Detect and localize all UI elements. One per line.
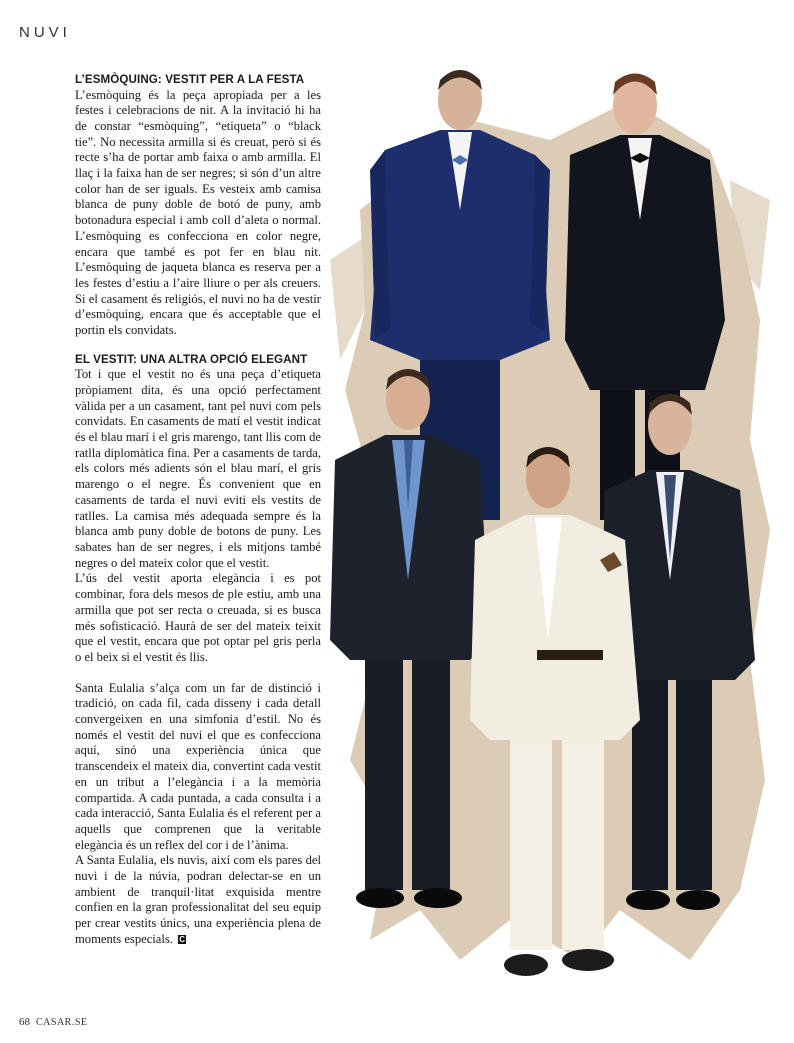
heading-tuxedo: L’ESMÒQUING: VESTIT PER A LA FESTA (75, 73, 305, 86)
section-label: NUVI (19, 24, 71, 41)
page-footer (19, 1016, 88, 1028)
paragraph-santa-eulalia-2 (75, 853, 321, 947)
grooms-suits-photo (330, 60, 770, 1000)
paragraph-text: A Santa Eulalia, els nuvis, així com els pares del nuvi i de la núvia, podran delectar-se en un ambient de tranquil·litat exquisida mentre confien en la gran professionalitat del seu equip per crear vestits únics, una experiència plena de moments especials. (75, 853, 321, 946)
heading-suit: EL VESTIT: UNA ALTRA OPCIÓ ELEGANT (75, 352, 308, 366)
paragraph-suit: Tot i que el vestit no és una peça d’etiqueta pròpiament dita, és una opció perfectament vàlida per a un casament, tant pel nuvi com pels convidats. En casaments de matí el vestit indicat és el blau marí i el gris marengo, tant llis com de ratlla diplomàtica fina. Per a casaments de tarda, els colors més adients són el blau marí, el gris marengo o el negre. És convenient que en casaments de tarda el nuvi eviti els vestits de ratlles. La camisa més adequada sempre és la blanca amb puny doble de botons de puny. Les sabates han de ser negres, i els mitjons també negres o del mateix color que el vestit. (75, 367, 321, 570)
paragraph-santa-eulalia: Santa Eulalia s’alça com un far de distinció i tradició, on cada fil, cada disseny i cada detall convergeixen en una simfonia d’estil. No és només el vestit del nuvi el que es confecciona aquí, sinó una experiència única que transcendeix el mateix dia, convertint cada vestit en un tribut a l’elegància i a la memòria compartida. A cada puntada, a cada consulta i a cada interacció, Santa Eulalia és el referent per a aquells que comprenen que la veritable elegància és un reflex del cor i de l’ànima. (75, 680, 321, 852)
page-number: 68 (19, 1016, 30, 1028)
paragraph-tuxedo: L’esmòquing és la peça apropiada per a les festes i celebracions de nit. A la invitació hi ha de constar “esmòquing”, “etiqueta” o “black tie”. No necessita armilla si és creuat, però si és recte s’ha de portar amb faixa o amb armilla. El llaç i la faixa han de ser negres; si són d’un altre color han de ser iguals. Es vesteix amb camisa blanca de puny doble de botó de puny, amb botonadura especial i amb coll d’aleta o normal. L’esmòquing es confecciona en color negre, encara que també es pot fer en blau nit. L’esmòquing de jaqueta blanca es reserva per a les festes d’estiu a l’aire lliure o per als creuers. Si el casament és religiós, el nuvi no ha de vestir d’esmòquing, encara que és acceptable que el portin els convidats. (75, 87, 321, 338)
article-body (75, 72, 321, 948)
paragraph-suit-use: L’ús del vestit aporta elegància i es pot combinar, fora dels mesos de ple estiu, amb una armilla que pot ser recta o creuada, si es busca més sofisticació. Haurà de ser del mateix teixit que el vestit, encara que pot optar pel gris perla o el beix si el vestit és llis. (75, 571, 321, 664)
end-mark-icon: C (179, 935, 185, 945)
brand-logo: CASAR.SE (36, 1017, 88, 1028)
